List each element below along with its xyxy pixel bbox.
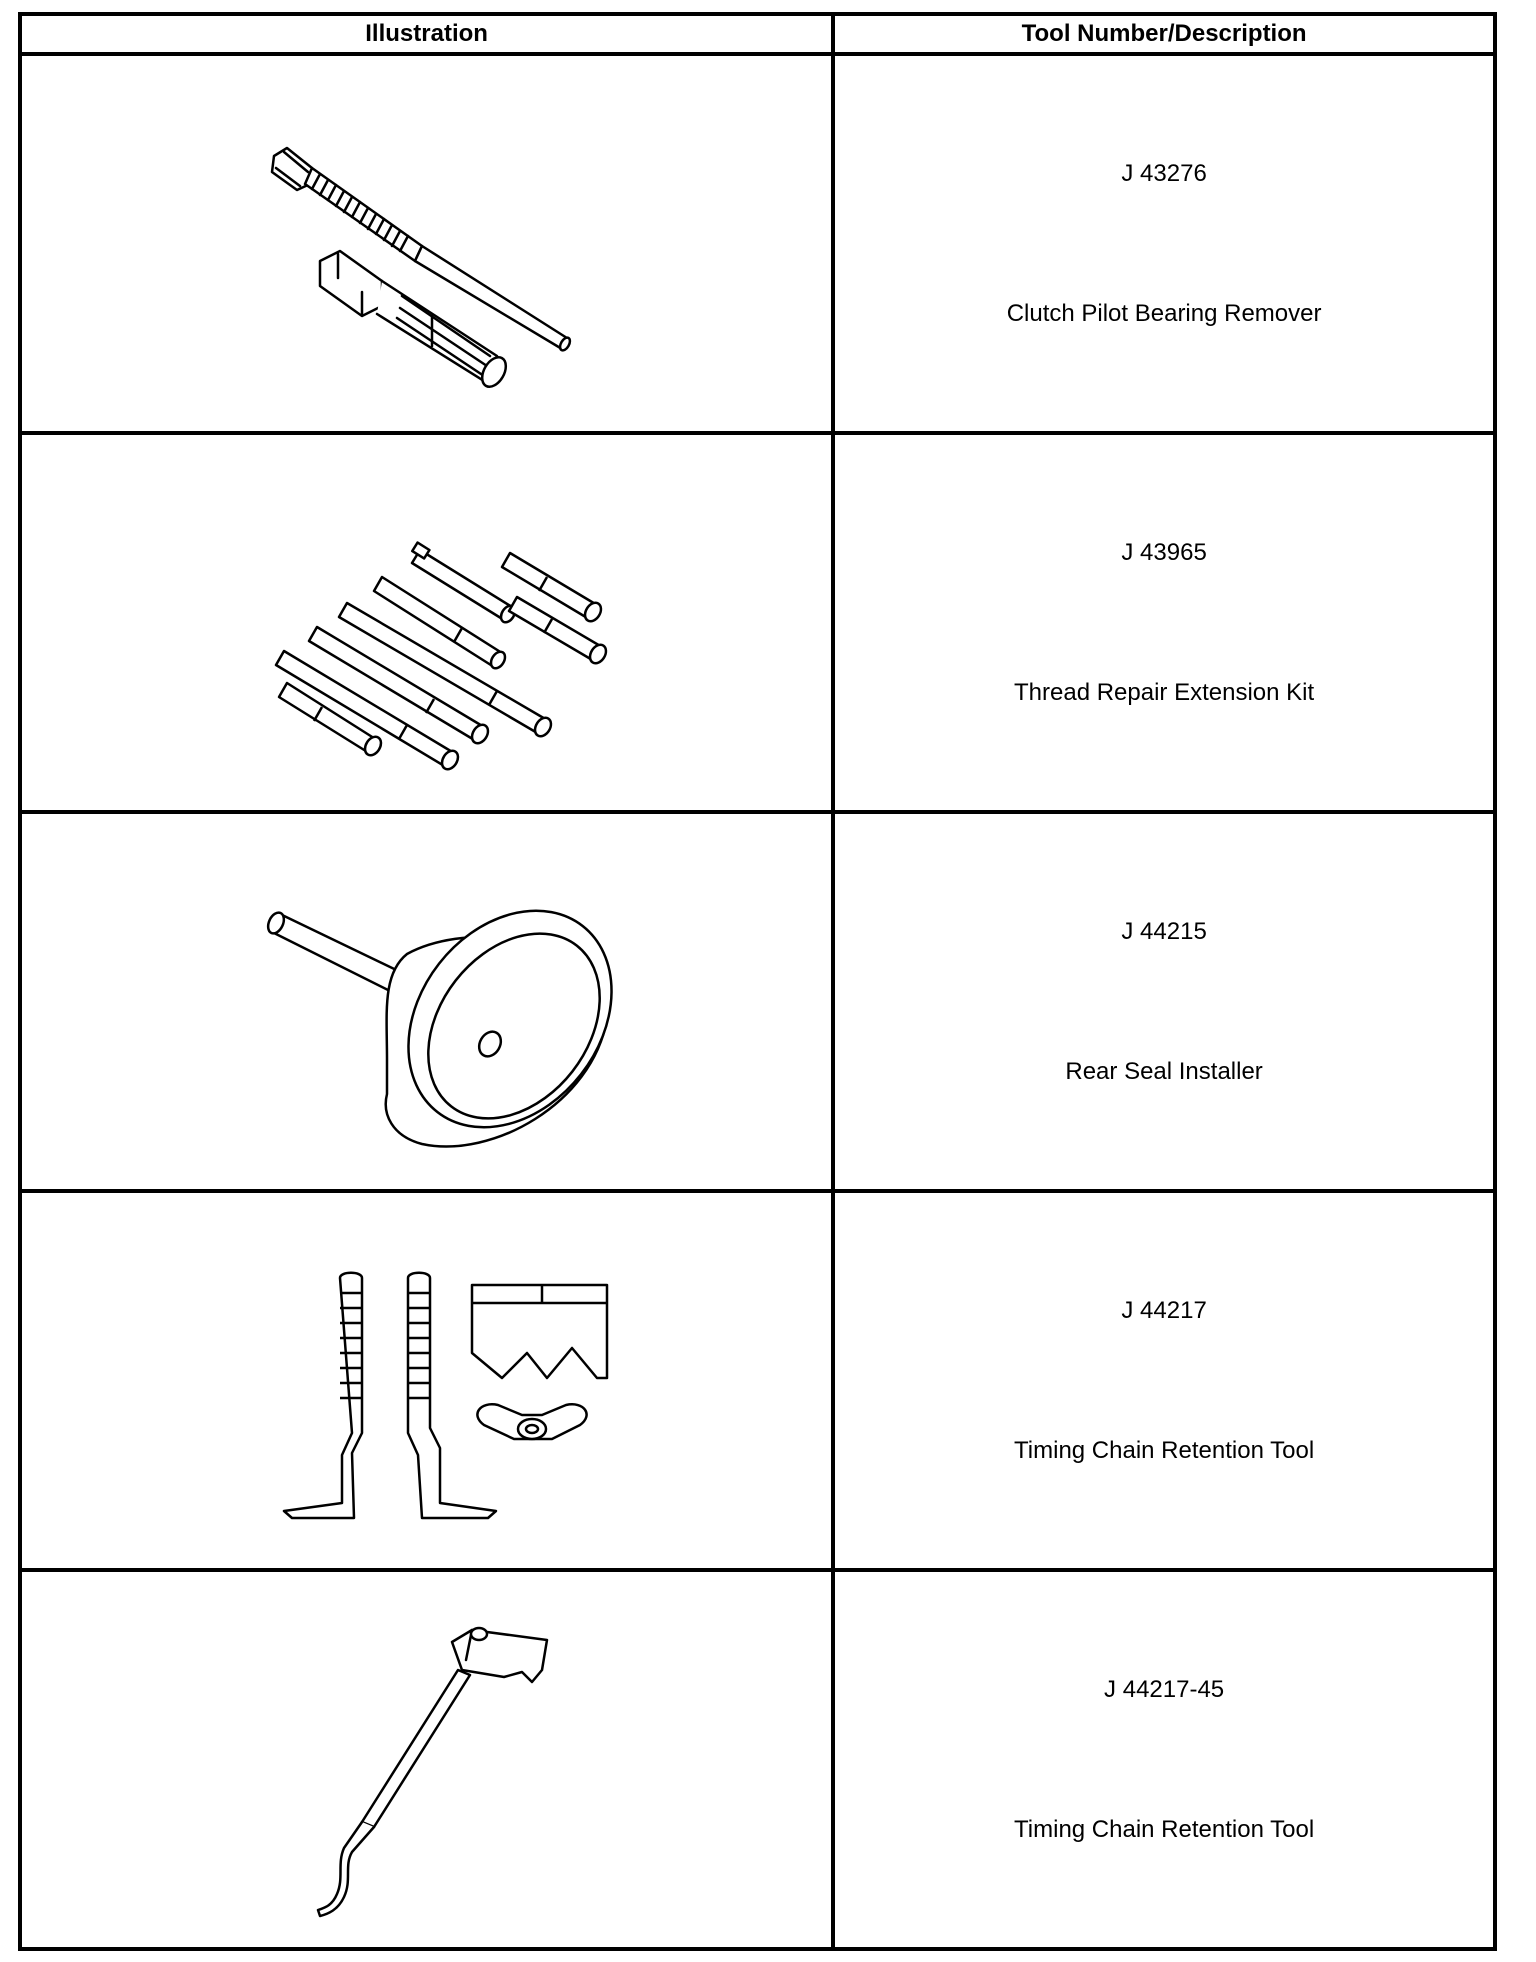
tool-number: J 44217 [1121, 1296, 1207, 1324]
special-tools-table [18, 12, 1497, 1951]
table-row [20, 1570, 1495, 1949]
tool-description: Clutch Pilot Bearing Remover [1006, 299, 1322, 327]
tool-description: Timing Chain Retention Tool [1014, 1436, 1315, 1464]
illustration-cell [20, 1191, 833, 1570]
tool-description: Rear Seal Installer [1065, 1057, 1263, 1085]
thread-repair-extension-kit-icon [22, 435, 833, 810]
illustration-cell [20, 812, 833, 1191]
description-cell [833, 54, 1495, 433]
timing-chain-retention-tool-icon [22, 1193, 833, 1568]
description-cell [833, 1570, 1495, 1949]
table-row [20, 54, 1495, 433]
illustration-cell [20, 433, 833, 812]
tool-number: J 43965 [1121, 538, 1207, 566]
clutch-pilot-bearing-remover-icon [22, 56, 833, 431]
tool-number: J 43276 [1121, 159, 1207, 187]
table-row [20, 812, 1495, 1191]
description-cell [833, 433, 1495, 812]
tool-description: Timing Chain Retention Tool [1014, 1815, 1315, 1843]
tool-number: J 44215 [1121, 917, 1207, 945]
description-cell [833, 1191, 1495, 1570]
illustration-cell [20, 1570, 833, 1949]
description-cell [833, 812, 1495, 1191]
tool-number: J 44217-45 [1104, 1675, 1225, 1703]
table-row [20, 1191, 1495, 1570]
table-header-row [20, 14, 1495, 54]
rear-seal-installer-icon [22, 814, 833, 1189]
column-header-illustration: Illustration [20, 14, 833, 54]
column-header-tool: Tool Number/Description [833, 14, 1495, 54]
table-row [20, 433, 1495, 812]
tool-description: Thread Repair Extension Kit [1014, 678, 1315, 706]
timing-chain-retention-tool-icon [22, 1572, 833, 1947]
illustration-cell [20, 54, 833, 433]
